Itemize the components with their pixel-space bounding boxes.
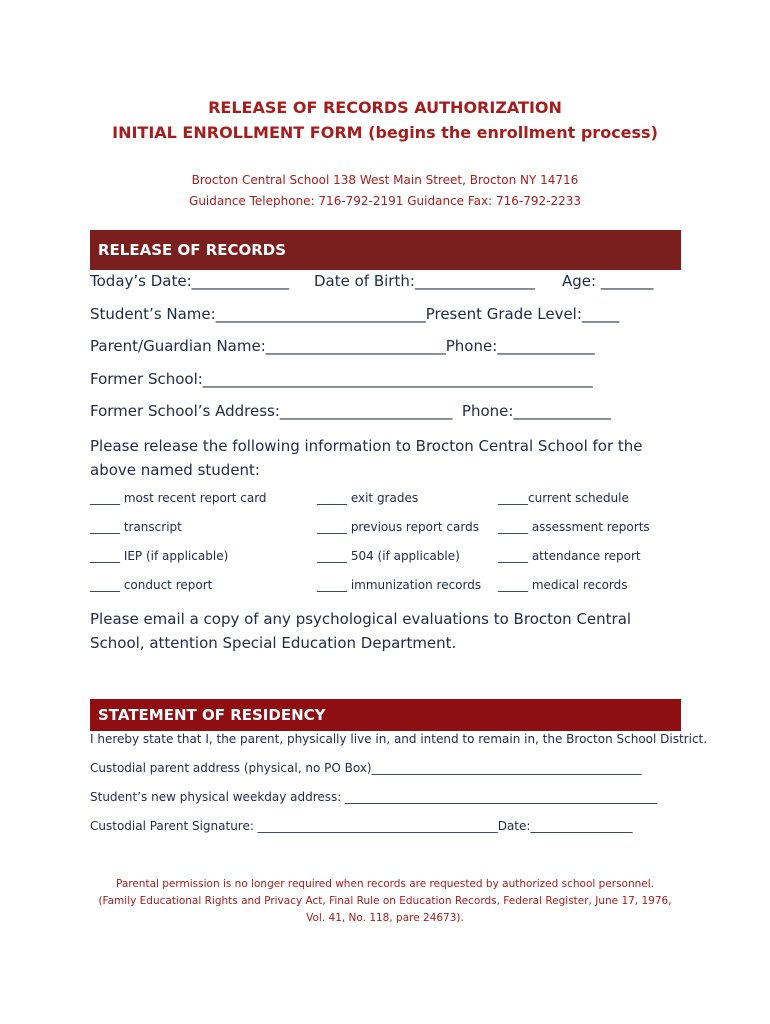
checklist-item[interactable]: _____ exit grades <box>317 491 419 505</box>
release-request-text: Please release the following information to Brocton Central School for the above named student: <box>90 437 643 479</box>
checklist-item[interactable]: _____ attendance report <box>498 549 641 563</box>
checklist-item[interactable]: _____ 504 (if applicable) <box>317 549 460 563</box>
student-name-field[interactable]: Student’s Name:____________________________Present Grade Level:_____ <box>90 305 620 323</box>
custodial-address-field[interactable]: Custodial parent address (physical, no PO Box)_____________________________________________ <box>90 761 642 775</box>
checklist-item[interactable]: _____ transcript <box>90 520 182 534</box>
checklist-item[interactable]: _____current schedule <box>498 491 629 505</box>
checklist-item[interactable]: _____ assessment reports <box>498 520 650 534</box>
checklist-item[interactable]: _____ immunization records <box>317 578 482 592</box>
footer-note <box>90 876 680 927</box>
form-titles <box>0 95 770 145</box>
todays-date-field[interactable]: Today’s Date:_____________ <box>90 272 290 290</box>
age-field[interactable]: Age: _______ <box>562 272 654 290</box>
date-of-birth-field[interactable]: Date of Birth:________________ <box>314 272 535 290</box>
form-subtitle: INITIAL ENROLLMENT FORM (begins the enrollment process) <box>112 123 658 142</box>
psych-evaluation-note: Please email a copy of any psychological evaluations to Brocton Central School, attention Special Education Department. <box>90 610 632 652</box>
checklist-item[interactable]: _____ most recent report card <box>90 491 267 505</box>
form-title: RELEASE OF RECORDS AUTHORIZATION <box>208 98 562 117</box>
release-heading: RELEASE OF RECORDS <box>90 230 681 270</box>
checklist-item[interactable]: _____ IEP (if applicable) <box>90 549 229 563</box>
residency-statement: I hereby state that I, the parent, physically live in, and intend to remain in, the Brocton School District. <box>90 732 708 746</box>
weekday-address-field[interactable]: Student’s new physical weekday address: ____________________________________________________ <box>90 790 658 804</box>
school-address: Brocton Central School 138 West Main Street, Brocton NY 14716 <box>191 173 579 187</box>
school-info <box>0 170 770 212</box>
former-school-field[interactable]: Former School:____________________________________________________ <box>90 370 593 388</box>
signature-field[interactable]: Custodial Parent Signature: ________________________________________Date:_________________ <box>90 819 633 833</box>
checklist-item[interactable]: _____ conduct report <box>90 578 213 592</box>
permission-note: Parental permission is no longer required when records are requested by authorized school personnel. <box>115 878 655 890</box>
school-phone: Guidance Telephone: 716-792-2191 Guidance Fax: 716-792-2233 <box>189 194 581 208</box>
former-school-address-field[interactable]: Former School’s Address:_______________________ Phone:_____________ <box>90 402 611 420</box>
checklist-item[interactable]: _____ previous report cards <box>317 520 479 534</box>
guardian-name-field[interactable]: Parent/Guardian Name:________________________Phone:_____________ <box>90 337 595 355</box>
ferpa-citation: (Family Educational Rights and Privacy Act, Final Rule on Education Records, Federal Register, June 17, 1976, Vol. 41, No. 118, pare 24673). <box>98 895 672 924</box>
checklist-item[interactable]: _____ medical records <box>498 578 628 592</box>
residency-heading: STATEMENT OF RESIDENCY <box>90 699 681 731</box>
